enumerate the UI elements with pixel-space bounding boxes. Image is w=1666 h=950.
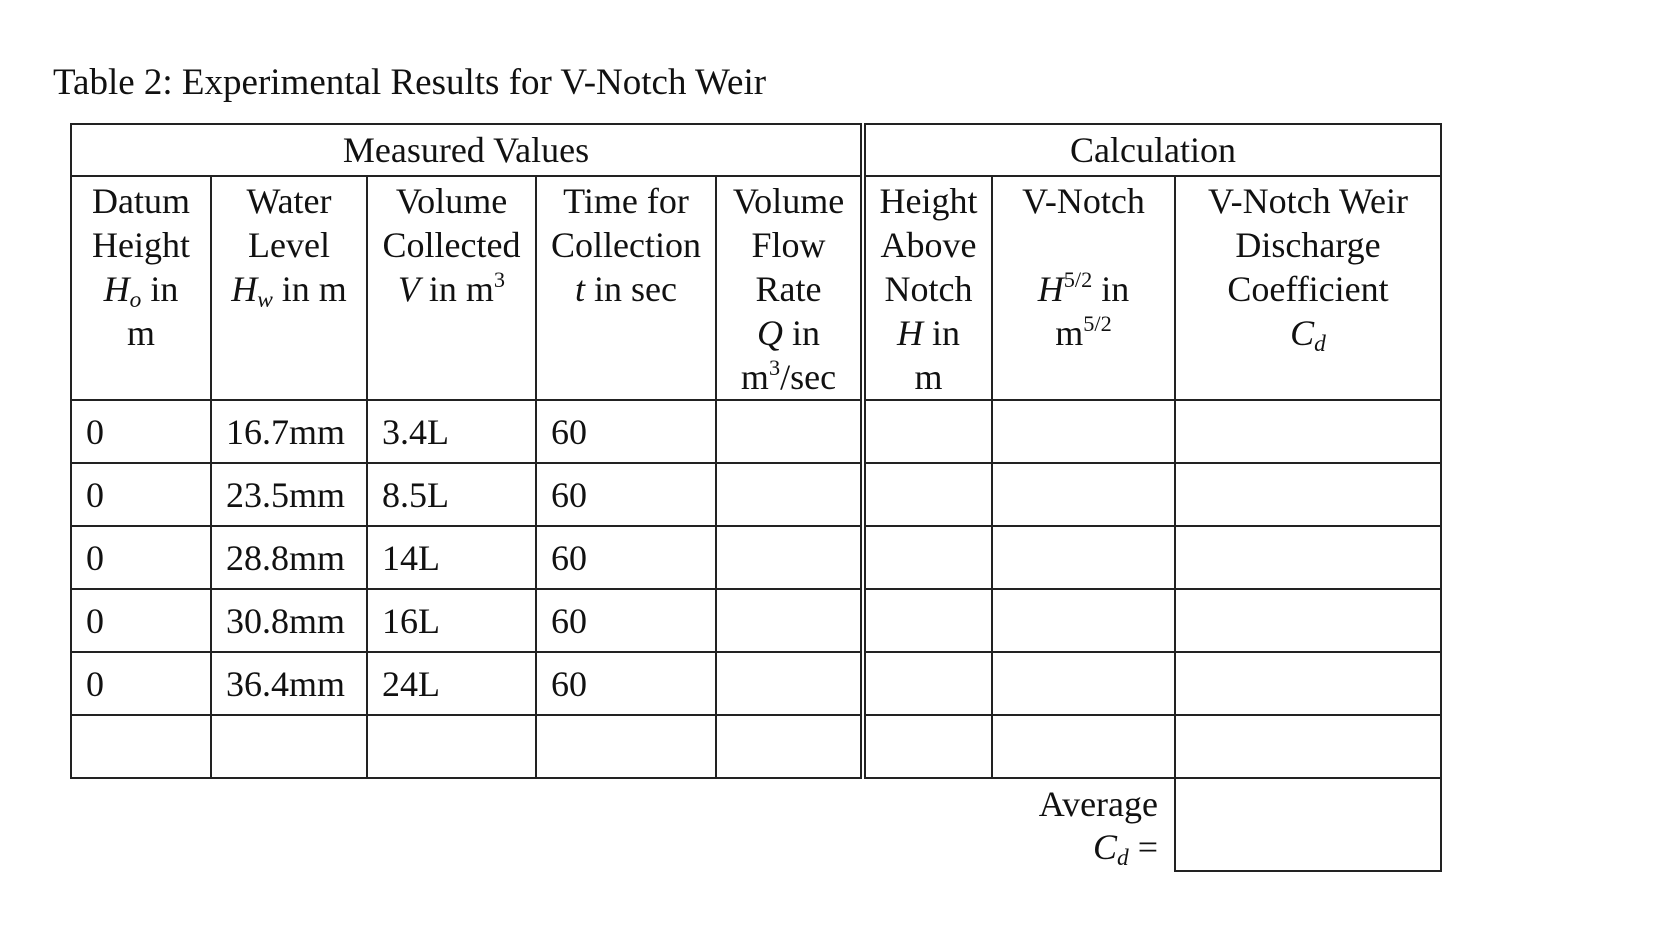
cell-cd [1175, 526, 1441, 589]
cell-time: 60 [536, 589, 716, 652]
cell-datum: 0 [71, 652, 211, 715]
average-cd-label: Average $C_d$ = [863, 778, 1175, 871]
cell-height-above-notch [863, 715, 992, 778]
col-header-datum-height: Datum Height $H_o$ in m [71, 176, 211, 400]
group-header-row [71, 124, 1441, 176]
col-header-time-collection: Time for Collection t in sec [536, 176, 716, 400]
column-header-row [71, 176, 1441, 400]
results-table [70, 123, 1442, 872]
cell-volume [367, 715, 536, 778]
cell-flow-rate [716, 652, 863, 715]
cell-cd [1175, 589, 1441, 652]
cell-volume: 24L [367, 652, 536, 715]
cell-time: 60 [536, 463, 716, 526]
table-row [71, 715, 1441, 778]
col-header-volume-flow-rate: Volume Flow Rate Q in $m^3/\sec$ [716, 176, 863, 400]
cell-water-level: 23.5mm [211, 463, 367, 526]
table-row [71, 589, 1441, 652]
average-row [71, 778, 1441, 871]
cell-height-above-notch [863, 589, 992, 652]
cell-h52 [992, 526, 1175, 589]
cell-datum: 0 [71, 463, 211, 526]
table-row [71, 526, 1441, 589]
average-cd-cell [1175, 778, 1441, 871]
cell-datum [71, 715, 211, 778]
cell-flow-rate [716, 715, 863, 778]
cell-volume: 3.4L [367, 400, 536, 463]
table-row [71, 463, 1441, 526]
col-header-discharge-coefficient: V-Notch Weir Discharge Coefficient $C_d$ [1175, 176, 1441, 400]
cell-datum: 0 [71, 589, 211, 652]
cell-time [536, 715, 716, 778]
cell-time: 60 [536, 652, 716, 715]
cell-volume: 8.5L [367, 463, 536, 526]
cell-height-above-notch [863, 463, 992, 526]
cell-datum: 0 [71, 526, 211, 589]
cell-time: 60 [536, 526, 716, 589]
table-row [71, 652, 1441, 715]
cell-water-level: 28.8mm [211, 526, 367, 589]
cell-height-above-notch [863, 400, 992, 463]
measured-values-header: Measured Values [71, 124, 863, 176]
cell-time: 60 [536, 400, 716, 463]
cell-volume: 16L [367, 589, 536, 652]
cell-water-level: 16.7mm [211, 400, 367, 463]
cell-cd [1175, 652, 1441, 715]
cell-flow-rate [716, 400, 863, 463]
calculation-header: Calculation [863, 124, 1441, 176]
cell-water-level: 30.8mm [211, 589, 367, 652]
cell-water-level: 36.4mm [211, 652, 367, 715]
col-header-water-level: Water Level $H_w$ in m [211, 176, 367, 400]
table-caption: Table 2: Experimental Results for V-Notch Weir [53, 62, 767, 103]
cell-h52 [992, 715, 1175, 778]
cell-volume: 14L [367, 526, 536, 589]
cell-h52 [992, 589, 1175, 652]
col-header-height-above-notch: Height Above Notch H in m [863, 176, 992, 400]
cell-h52 [992, 652, 1175, 715]
cell-cd [1175, 715, 1441, 778]
table-row [71, 400, 1441, 463]
cell-h52 [992, 400, 1175, 463]
cell-water-level [211, 715, 367, 778]
cell-cd [1175, 400, 1441, 463]
col-header-volume-collected: Volume Collected V in $m^3$ [367, 176, 536, 400]
cell-h52 [992, 463, 1175, 526]
cell-datum: 0 [71, 400, 211, 463]
cell-flow-rate [716, 526, 863, 589]
cell-height-above-notch [863, 652, 992, 715]
cell-flow-rate [716, 463, 863, 526]
cell-flow-rate [716, 589, 863, 652]
cell-cd [1175, 463, 1441, 526]
col-header-v-notch: V-Notch $H^{5/2}$ in $m^{5/2}$ [992, 176, 1175, 400]
cell-height-above-notch [863, 526, 992, 589]
